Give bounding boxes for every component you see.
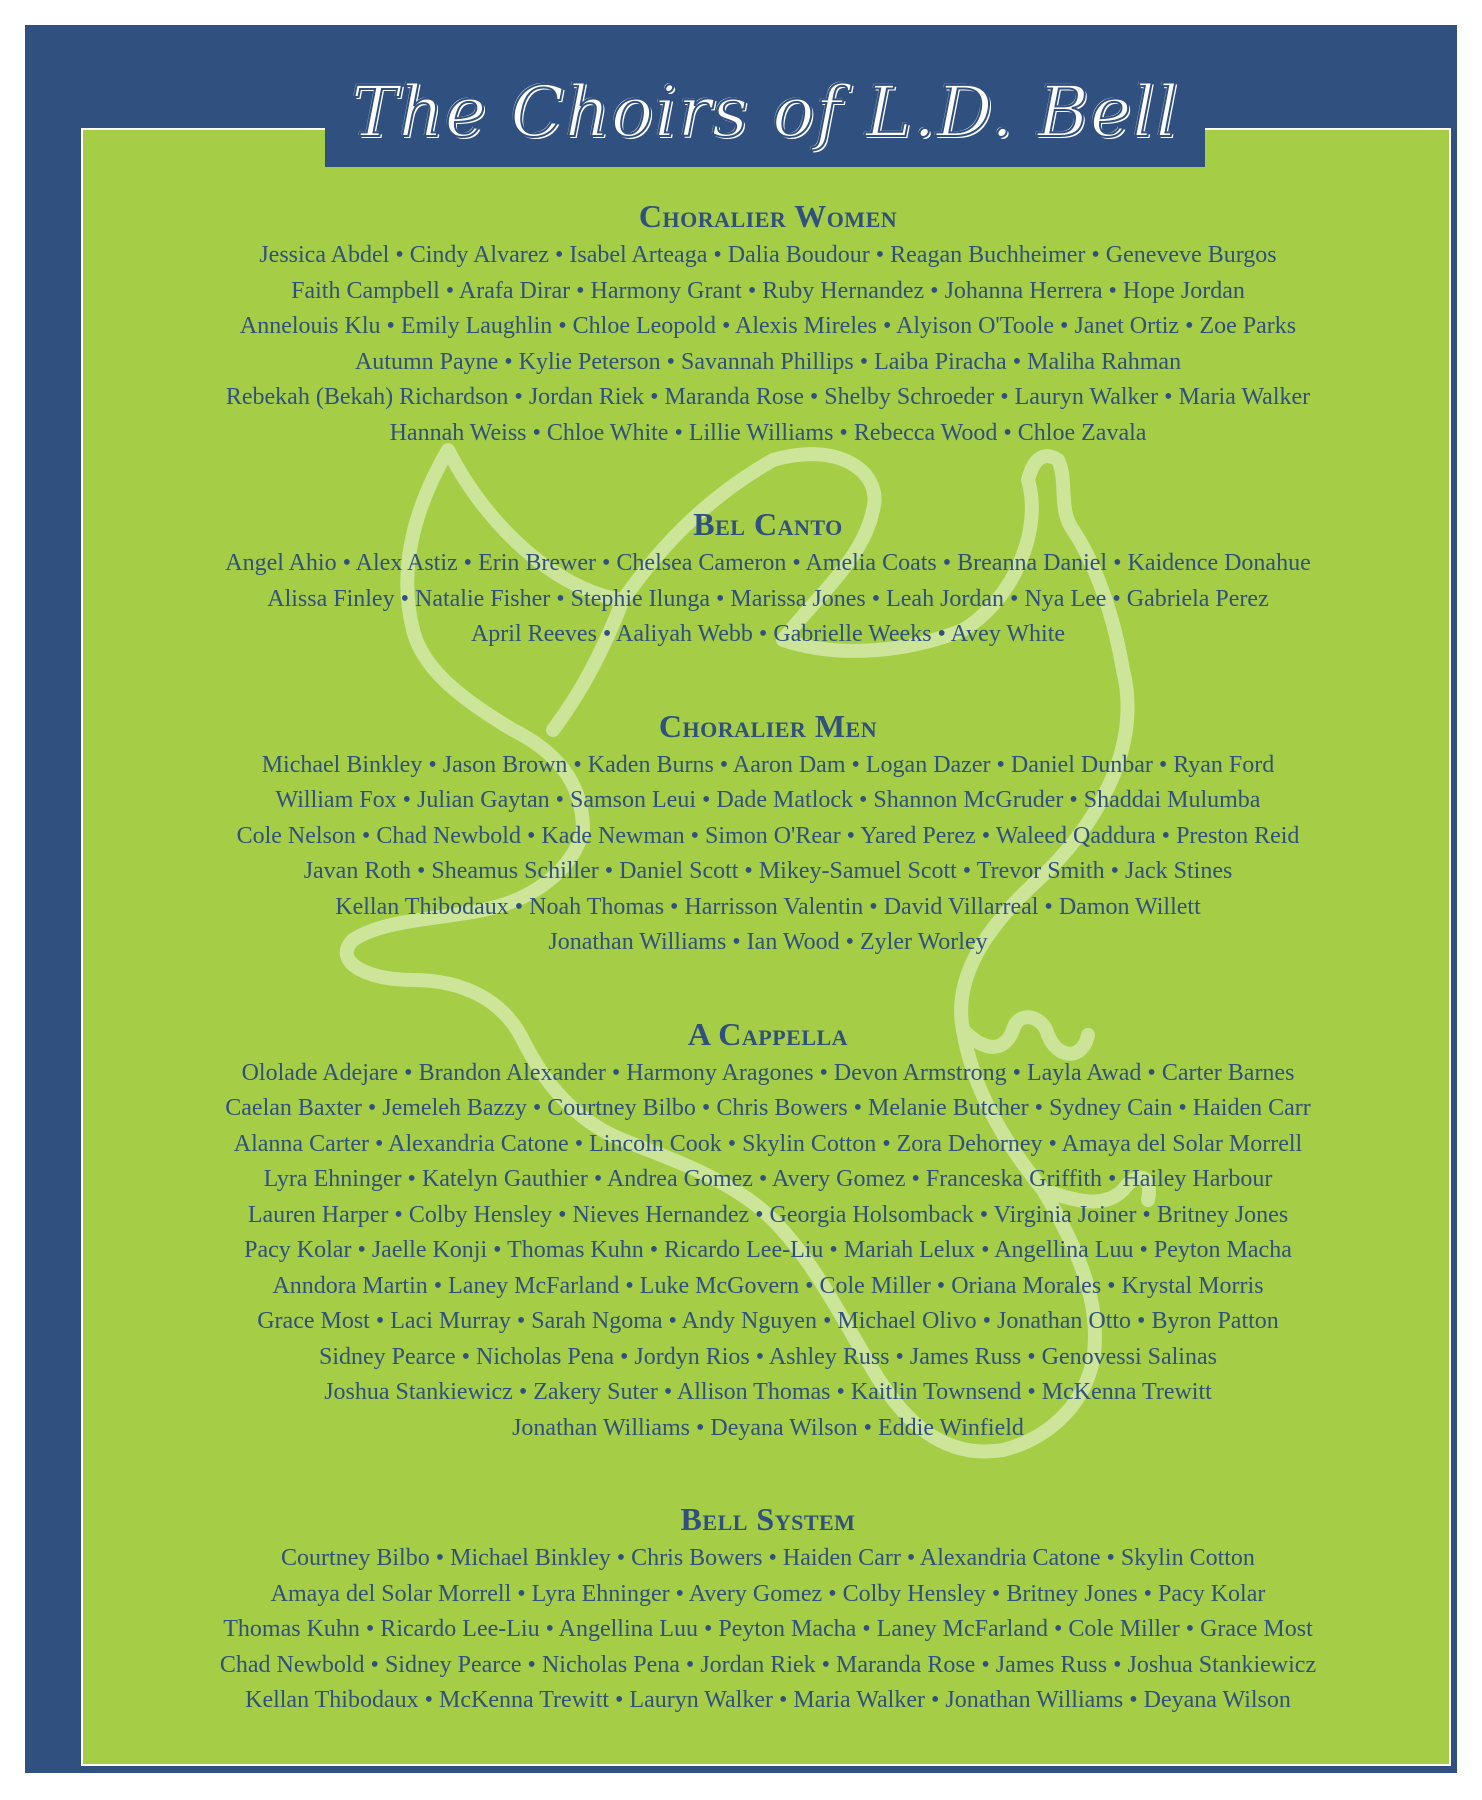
section-heading: Choralier Men xyxy=(658,707,878,744)
roster-line: Courtney Bilbo • Michael Binkley • Chris Bowers • Haiden Carr • Alexandria Catone • Skylin Cotton xyxy=(281,1545,1255,1571)
roster-line: Kellan Thibodaux • McKenna Trewitt • Lauryn Walker • Maria Walker • Jonathan Williams • Deyana Wilson xyxy=(245,1687,1291,1713)
roster-line: Rebekah (Bekah) Richardson • Jordan Riek • Maranda Rose • Shelby Schroeder • Lauryn Walker • Maria Walker xyxy=(225,384,1311,410)
page-title: The Choirs of L.D. Bell xyxy=(350,71,1180,153)
roster-line: Michael Binkley • Jason Brown • Kaden Burns • Aaron Dam • Logan Dazer • Daniel Dunbar • Ryan Ford xyxy=(261,751,1275,778)
section-choralier-men xyxy=(83,704,1451,961)
choir-roster xyxy=(83,194,1451,1766)
roster-line: Cole Nelson • Chad Newbold • Kade Newman • Simon O'Rear • Yared Perez • Waleed Qaddura • Preston Reid xyxy=(236,822,1300,849)
roster-line: Jonathan Williams • Ian Wood • Zyler Worley xyxy=(548,929,988,955)
roster-line: Joshua Stankiewicz • Zakery Suter • Allison Thomas • Kaitlin Townsend • McKenna Trewitt xyxy=(324,1379,1212,1405)
section-heading: Choralier Women xyxy=(638,198,898,234)
section-heading: Bell System xyxy=(680,1501,856,1537)
roster-line: Lauren Harper • Colby Hensley • Nieves Hernandez • Georgia Holsomback • Virginia Joiner • Britney Jones xyxy=(247,1201,1289,1228)
section-bell-system xyxy=(83,1497,1451,1719)
roster-line: Annelouis Klu • Emily Laughlin • Chloe Leopold • Alexis Mireles • Alyison O'Toole • Janet Ortiz • Zoe Parks xyxy=(239,313,1297,339)
roster-line: Alanna Carter • Alexandria Catone • Lincoln Cook • Skylin Cotton • Zora Dehorney • Amaya del Solar Morrell xyxy=(233,1130,1303,1157)
roster-line: Thomas Kuhn • Ricardo Lee-Liu • Angellina Luu • Peyton Macha • Laney McFarland • Cole Miller • Grace Most xyxy=(223,1616,1313,1642)
roster-line: Anndora Martin • Laney McFarland • Luke McGovern • Cole Miller • Oriana Morales • Krystal Morris xyxy=(272,1272,1264,1299)
roster-line: Kellan Thibodaux • Noah Thomas • Harrisson Valentin • David Villarreal • Damon Willett xyxy=(335,893,1201,920)
roster-line: Sidney Pearce • Nicholas Pena • Jordyn Rios • Ashley Russ • James Russ • Genovessi Salinas xyxy=(319,1343,1217,1370)
roster-line: Chad Newbold • Sidney Pearce • Nicholas Pena • Jordan Riek • Maranda Rose • James Russ • Joshua Stankiewicz xyxy=(219,1651,1317,1678)
roster-line: April Reeves • Aaliyah Webb • Gabrielle Weeks • Avey White xyxy=(470,621,1066,647)
roster-line: Autumn Payne • Kylie Peterson • Savannah Phillips • Laiba Piracha • Maliha Rahman xyxy=(354,348,1182,375)
title-banner xyxy=(325,57,1205,167)
roster-line: Caelan Baxter • Jemeleh Bazzy • Courtney Bilbo • Chris Bowers • Melanie Butcher • Sydney Cain • Haiden Carr xyxy=(225,1095,1311,1121)
section-choralier-women xyxy=(83,194,1451,451)
roster-line: Amaya del Solar Morrell • Lyra Ehninger • Avery Gomez • Colby Hensley • Britney Jones • Pacy Kolar xyxy=(270,1580,1266,1607)
content-panel xyxy=(81,128,1451,1766)
section-a-cappella xyxy=(83,1012,1451,1447)
roster-line: Javan Roth • Sheamus Schiller • Daniel Scott • Mikey-Samuel Scott • Trevor Smith • Jack Stines xyxy=(303,858,1233,884)
roster-line: Alissa Finley • Natalie Fisher • Stephie Ilunga • Marissa Jones • Leah Jordan • Nya Lee • Gabriela Perez xyxy=(267,585,1269,612)
roster-line: Lyra Ehninger • Katelyn Gauthier • Andrea Gomez • Avery Gomez • Franceska Griffith • Hailey Harbour xyxy=(263,1166,1273,1192)
roster-line: Angel Ahio • Alex Astiz • Erin Brewer • Chelsea Cameron • Amelia Coats • Breanna Daniel • Kaidence Donahue xyxy=(225,550,1311,576)
roster-line: Pacy Kolar • Jaelle Konji • Thomas Kuhn • Ricardo Lee-Liu • Mariah Lelux • Angellina Luu • Peyton Macha xyxy=(244,1237,1292,1263)
roster-line: Hannah Weiss • Chloe White • Lillie Williams • Rebecca Wood • Chloe Zavala xyxy=(389,419,1147,446)
roster-line: Jonathan Williams • Deyana Wilson • Eddie Winfield xyxy=(512,1414,1024,1441)
roster-line: Grace Most • Laci Murray • Sarah Ngoma • Andy Nguyen • Michael Olivo • Jonathan Otto • Byron Patton xyxy=(257,1308,1279,1334)
section-bel-canto xyxy=(83,502,1451,653)
section-heading: Bel Canto xyxy=(693,506,843,542)
section-heading: A Cappella xyxy=(687,1015,849,1052)
page-frame xyxy=(25,25,1457,1773)
roster-line: Ololade Adejare • Brandon Alexander • Harmony Aragones • Devon Armstrong • Layla Awad • Carter Barnes xyxy=(241,1059,1295,1086)
roster-line: Faith Campbell • Arafa Dirar • Harmony Grant • Ruby Hernandez • Johanna Herrera • Hope Jordan xyxy=(291,277,1245,304)
roster-line: William Fox • Julian Gaytan • Samson Leui • Dade Matlock • Shannon McGruder • Shaddai Mulumba xyxy=(275,787,1261,813)
roster-line: Jessica Abdel • Cindy Alvarez • Isabel Arteaga • Dalia Boudour • Reagan Buchheimer • Geneveve Burgos xyxy=(259,242,1277,268)
